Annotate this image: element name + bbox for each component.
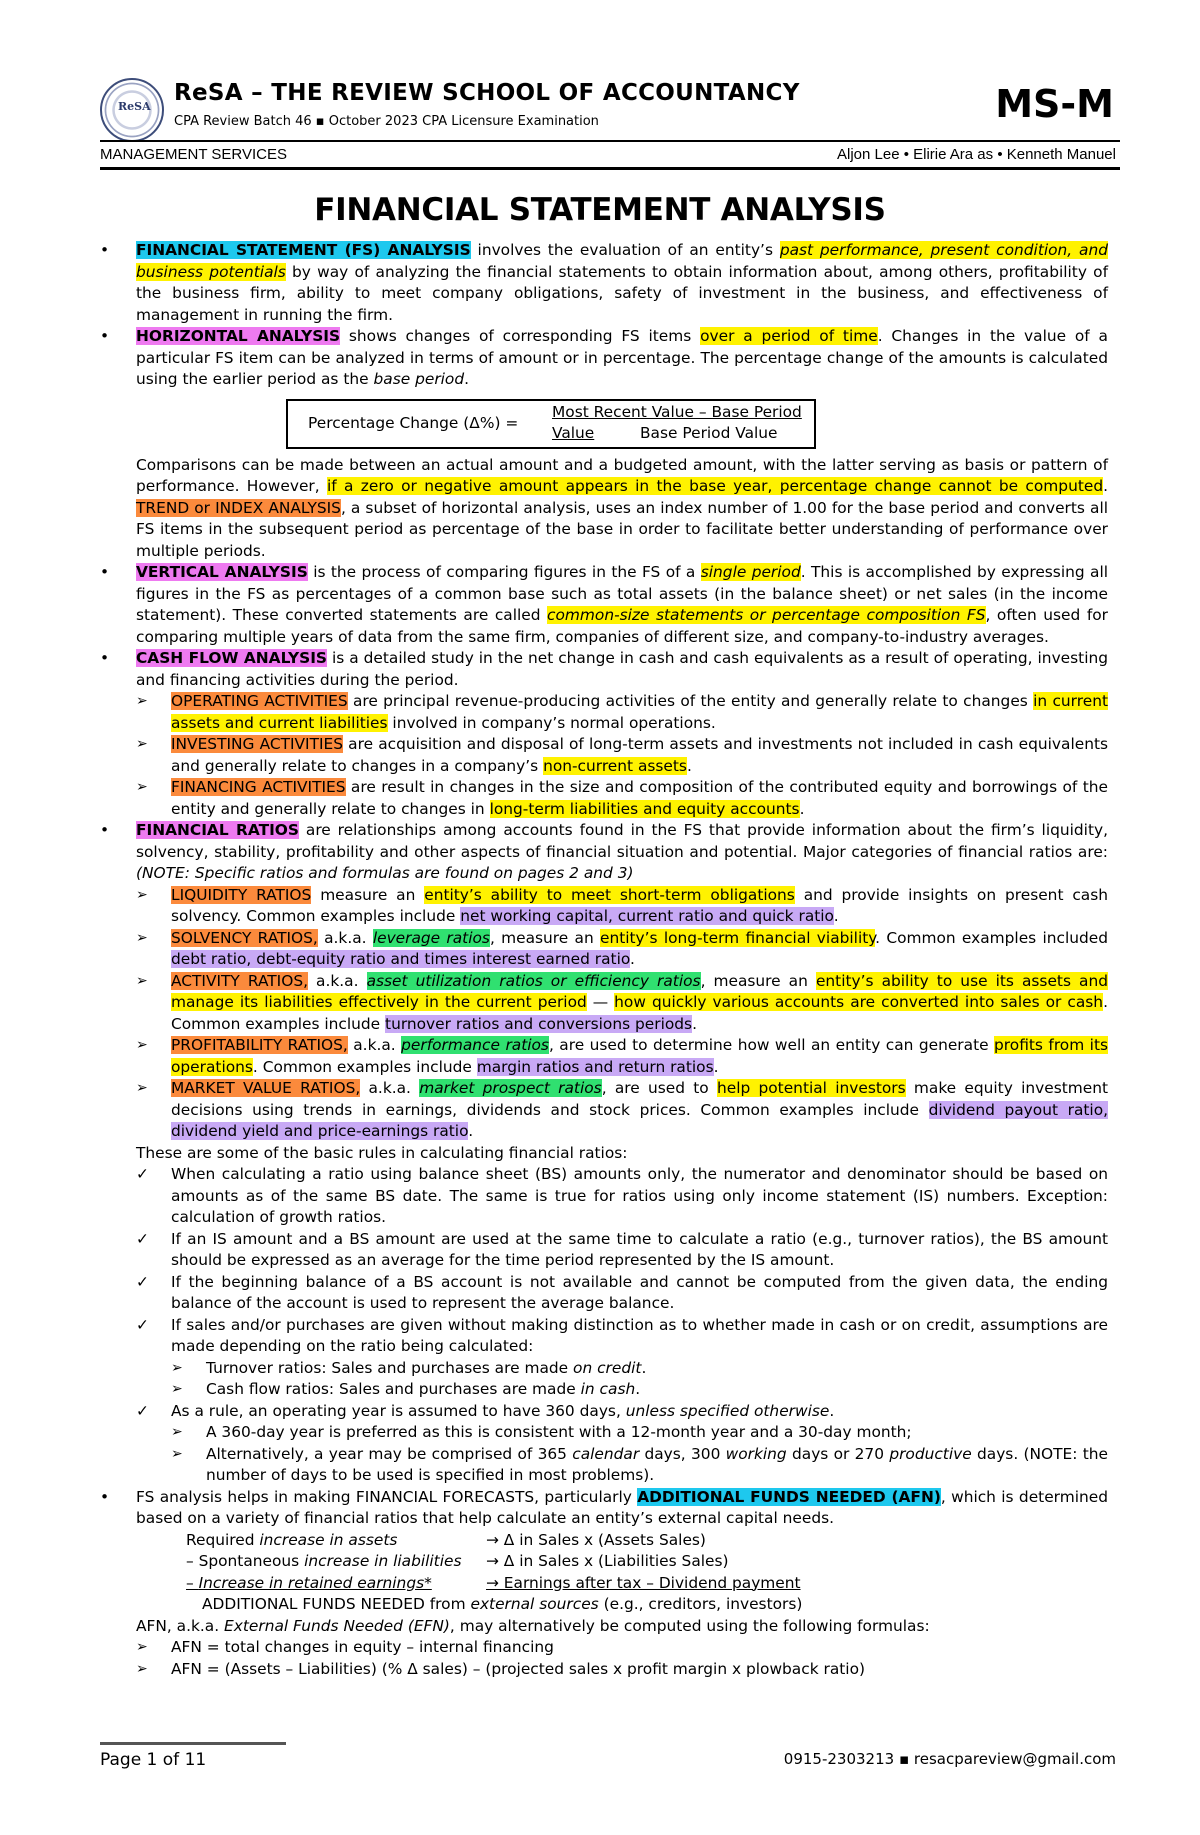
ratios-paragraph (100, 820, 1108, 885)
text: Cash flow ratios: Sales and purchases are made (206, 1380, 581, 1398)
rule-item (100, 1401, 1108, 1423)
text: . (829, 1401, 835, 1420)
text: . (686, 756, 692, 775)
text: . (1103, 477, 1108, 495)
text: involves the evaluation of an entity’s (470, 241, 780, 259)
text: — (586, 993, 615, 1011)
text: → Δ in Sales x (Assets Sales) (486, 1530, 706, 1549)
text: are result in changes in the size and composition of the contributed equity and borrowings of the entity and generally relate to changes in (171, 778, 1108, 818)
term-liquidity: LIQUIDITY RATIOS (171, 885, 312, 904)
formula-denominator: Base Period Value (640, 423, 778, 442)
aka: leverage ratios (372, 928, 490, 947)
highlight: single period (700, 563, 801, 581)
text: . Changes in the value of a particular FS item can be analyzed in terms of amount or in percentage. The percentage change of the amounts is calculated using the earlier period as the (136, 327, 1108, 388)
rule-subitem (100, 1358, 1108, 1380)
term-solvency: SOLVENCY RATIOS, (171, 928, 318, 947)
emphasis: Increase in retained earnings* (198, 1573, 432, 1592)
subject-code: MS-M (995, 82, 1114, 126)
header-rule-bottom (100, 167, 1120, 170)
highlight: in current assets and current liabilities (171, 692, 1108, 732)
text: a.k.a. (360, 1079, 420, 1097)
text: . (630, 950, 635, 968)
aka: performance ratios (401, 1036, 549, 1054)
text: → Δ in Sales x (Liabilities Sales) (486, 1552, 729, 1570)
contact-info: 0915-2303213 ▪ resacpareview@gmail.com (783, 1750, 1116, 1768)
examples: dividend payout ratio, dividend yield and price-earnings ratio (171, 1100, 1108, 1140)
school-name: ReSA – THE REVIEW SCHOOL OF ACCOUNTANCY (174, 80, 800, 106)
term-financial-ratios: FINANCIAL RATIOS (136, 821, 299, 839)
rule-item: ✓ If an IS amount and a BS amount are used at the same time to calculate a ratio (e.g., turnover ratios), the BS amount should be expressed as an average for the time period represented by the IS amount. (100, 1229, 1108, 1272)
highlight: over a period of time (700, 327, 878, 345)
text: . (833, 907, 839, 925)
text: . (464, 370, 470, 388)
text: is the process of comparing figures in the FS of a (307, 563, 701, 581)
text: ADDITIONAL FUNDS NEEDED from (202, 1595, 471, 1613)
page-title: FINANCIAL STATEMENT ANALYSIS (314, 192, 886, 228)
text: , measure an (489, 928, 600, 947)
formula-numerator: Most Recent Value – Base Period Value (552, 402, 802, 442)
text: – (186, 1573, 199, 1592)
text: Alternatively, a year may be comprised of 365 (206, 1444, 573, 1463)
examples: margin ratios and return ratios (476, 1057, 714, 1076)
term-investing: INVESTING ACTIVITIES (171, 735, 344, 753)
rule-subitem (100, 1379, 1108, 1401)
text: . (641, 1358, 647, 1377)
examples: debt ratio, debt-equity ratio and times interest earned ratio (171, 950, 631, 968)
rule-subitem (100, 1444, 1108, 1487)
emphasis: increase in liabilities (304, 1552, 462, 1570)
emphasis: in cash (580, 1380, 636, 1398)
text: . (713, 1057, 719, 1076)
footer-rule (100, 1742, 286, 1745)
profitability-ratios-item (100, 1035, 1108, 1078)
text: measure an (311, 885, 425, 904)
highlight: help potential investors (716, 1079, 906, 1097)
rules-intro: These are some of the basic rules in calculating financial ratios: (136, 1143, 628, 1162)
text: , which is determined based on a variety of financial ratios that help calculate an entity’s external capital needs. (136, 1487, 1108, 1527)
examples: turnover ratios and conversions periods (385, 1014, 693, 1033)
highlight: profits from its operations (171, 1036, 1108, 1076)
page-number: Page 1 of 11 (100, 1750, 207, 1770)
emphasis: working (725, 1444, 787, 1463)
text: are principal revenue-producing activities of the entity and generally relate to changes (347, 692, 1034, 710)
afn-line (100, 1573, 1108, 1595)
text: , measure an (700, 971, 816, 990)
vertical-paragraph (100, 562, 1108, 648)
highlight: how quickly various accounts are converted into sales or cash (614, 993, 1104, 1011)
text: a.k.a. (317, 928, 373, 947)
term-activity: ACTIVITY RATIOS, (171, 971, 308, 990)
highlight: if a zero or negative amount appears in the base year, percentage change cannot be computed (327, 477, 1104, 495)
department: MANAGEMENT SERVICES (100, 146, 287, 163)
emphasis: unless specified otherwise (625, 1401, 830, 1420)
text: , are used to (601, 1079, 717, 1097)
activity-ratios-item (100, 971, 1108, 1036)
term-vertical-analysis: VERTICAL ANALYSIS (136, 563, 308, 581)
text: . This is accomplished by expressing all figures in the FS as percentages of a common base such as total assets (in the balance sheet) or net sales (in the income statement). These converted statements are called (136, 563, 1108, 624)
text: Comparisons can be made between an actual amount and a budgeted amount, with the latter serving as basis or pattern of performance. However, (136, 455, 1108, 495)
comparisons-paragraph (100, 455, 1108, 563)
text: Turnover ratios: Sales and purchases are made (206, 1358, 574, 1377)
financing-activities-item (100, 777, 1108, 820)
liquidity-ratios-item (100, 885, 1108, 928)
text: and provide insights on present cash solvency. Common examples include (171, 885, 1109, 925)
term-operating: OPERATING ACTIVITIES (171, 692, 348, 710)
term-fs-analysis: FINANCIAL STATEMENT (FS) ANALYSIS (136, 241, 471, 259)
text: . (468, 1122, 474, 1140)
afn-formula: ➢ AFN = total changes in equity – internal financing (100, 1637, 1108, 1659)
text: . (635, 1380, 641, 1398)
highlight: entity’s ability to meet short-term obligations (424, 885, 795, 904)
afn-alt (100, 1616, 1108, 1638)
emphasis: increase in assets (259, 1530, 398, 1549)
text: shows changes of corresponding FS items (340, 327, 701, 345)
text: . Common examples included (875, 928, 1109, 947)
highlight: common-size statements or percentage composition FS (547, 606, 986, 624)
text: . Common examples include (171, 993, 1108, 1033)
logo-text: ReSA (118, 100, 151, 113)
rule-item: ✓ If sales and/or purchases are given without making distinction as to whether made in cash or on credit, assumptions are made depending on the ratio being calculated: (100, 1315, 1108, 1358)
note: (NOTE: Specific ratios and formulas are found on pages 2 and 3) (136, 864, 634, 882)
horizontal-paragraph (100, 326, 1108, 391)
emphasis: on credit (573, 1358, 642, 1377)
examples: net working capital, current ratio and quick ratio (460, 907, 834, 925)
afn-line (100, 1530, 1108, 1552)
afn-line (100, 1594, 1108, 1616)
operating-activities-item (100, 691, 1108, 734)
text: → Earnings after tax – Dividend payment (486, 1573, 801, 1592)
text: . (799, 799, 805, 818)
rule-subitem: ➢ A 360-day year is preferred as this is consistent with a 12-month year and a 30-day month; (100, 1422, 1108, 1444)
term-financing: FINANCING ACTIVITIES (171, 778, 346, 796)
text: days. (NOTE: the number of days to be used is specified in most problems). (206, 1444, 1108, 1484)
text: are relationships among accounts found in the FS that provide information about the firm’s liquidity, solvency, stability, profitability and other aspects of financial situation and potential. Major categories of financial ratios are: (136, 821, 1108, 861)
header-rule-top (100, 140, 1120, 142)
document-body (100, 240, 1108, 1680)
highlight: past performance, present condition, and business potentials (136, 241, 1108, 281)
aka: market prospect ratios (419, 1079, 602, 1097)
emphasis: external sources (470, 1595, 599, 1613)
afn-line (100, 1551, 1108, 1573)
cashflow-paragraph (100, 648, 1108, 691)
formula-label: Percentage Change (Δ%) = (308, 413, 519, 432)
afn-formula: ➢ AFN = (Assets – Liabilities) (% Δ sales) – (projected sales x profit margin x plowback ratio) (100, 1659, 1108, 1681)
emphasis: External Funds Needed (EFN) (224, 1616, 450, 1635)
term-market-value: MARKET VALUE RATIOS, (171, 1079, 361, 1097)
rule-item: ✓ When calculating a ratio using balance sheet (BS) amounts only, the numerator and denominator should be based on amounts as of the same BS date. The same is true for ratios using only income statement (IS) numbers. Exception: calculation of growth ratios. (100, 1164, 1108, 1229)
term-profitability: PROFITABILITY RATIOS, (171, 1036, 348, 1054)
text: by way of analyzing the financial statements to obtain information about, among others, profitability of the business firm, ability to meet company obligations, safety of investment in the business, and effectiveness of management in running the firm. (136, 262, 1109, 324)
text: , may alternatively be computed using the following formulas: (449, 1616, 930, 1635)
text: . Common examples include (252, 1057, 477, 1076)
text: involved in company’s normal operations. (387, 713, 716, 732)
text: is a detailed study in the net change in cash and cash equivalents as a result of operating, investing and financing activities during the period. (136, 649, 1108, 689)
authors: Aljon Lee • Elirie Ara as • Kenneth Manuel (836, 146, 1116, 163)
fsa-paragraph (100, 240, 1108, 326)
solvency-ratios-item (100, 928, 1108, 971)
text: FS analysis helps in making FINANCIAL FORECASTS, particularly (136, 1487, 638, 1506)
afn-paragraph (100, 1487, 1108, 1530)
text: Required (186, 1530, 260, 1549)
highlight: entity’s ability to use its assets and manage its liabilities effectively in the current period (171, 971, 1108, 1011)
text: a.k.a. (347, 1036, 402, 1054)
text: days, 300 (639, 1444, 726, 1463)
emphasis: productive (889, 1444, 972, 1463)
text: , often used for comparing multiple years of data from the same firm, companies of different size, and company-to-industry averages. (136, 606, 1108, 646)
text: a.k.a. (308, 971, 367, 990)
term-cash-flow-analysis: CASH FLOW ANALYSIS (136, 649, 328, 667)
rule-item: ✓ If the beginning balance of a BS account is not available and cannot be computed from the given data, the ending balance of the account is used to represent the average balance. (100, 1272, 1108, 1315)
text: As a rule, an operating year is assumed to have 360 days, (171, 1401, 626, 1420)
text: make equity investment decisions using trends in earnings, dividends and stock prices. Common examples include (171, 1079, 1108, 1119)
text: , are used to determine how well an entity can generate (548, 1036, 995, 1054)
text: , a subset of horizontal analysis, uses an index number of 1.00 for the base period and converts all FS items in the subsequent period as percentage of the base in order to facilitate better understanding of performance over multiple periods. (136, 498, 1109, 560)
text: (e.g., creditors, investors) (598, 1595, 803, 1613)
emphasis: base period (373, 370, 465, 388)
batch-info: CPA Review Batch 46 ▪ October 2023 CPA Licensure Examination (174, 114, 599, 129)
term-afn: ADDITIONAL FUNDS NEEDED (AFN) (637, 1487, 941, 1506)
text: are acquisition and disposal of long-term assets and investments not included in cash equivalents and generally relate to changes in a company’s (171, 735, 1109, 775)
text: . (692, 1014, 697, 1033)
percentage-change-formula (286, 399, 816, 449)
school-logo (100, 78, 164, 142)
highlight: non-current assets (543, 756, 687, 775)
text: AFN, a.k.a. (136, 1616, 225, 1635)
text: days or 270 (786, 1444, 890, 1463)
investing-activities-item (100, 734, 1108, 777)
highlight: long-term liabilities and equity accounts (489, 799, 800, 818)
term-trend-analysis: TREND or INDEX ANALYSIS (136, 498, 341, 517)
highlight: entity’s long-term financial viability (599, 928, 876, 947)
emphasis: calendar (572, 1444, 640, 1463)
aka: asset utilization ratios or efficiency ratios (366, 971, 701, 990)
market-value-ratios-item (100, 1078, 1108, 1143)
text: – Spontaneous (186, 1552, 305, 1570)
term-horizontal-analysis: HORIZONTAL ANALYSIS (136, 327, 341, 345)
